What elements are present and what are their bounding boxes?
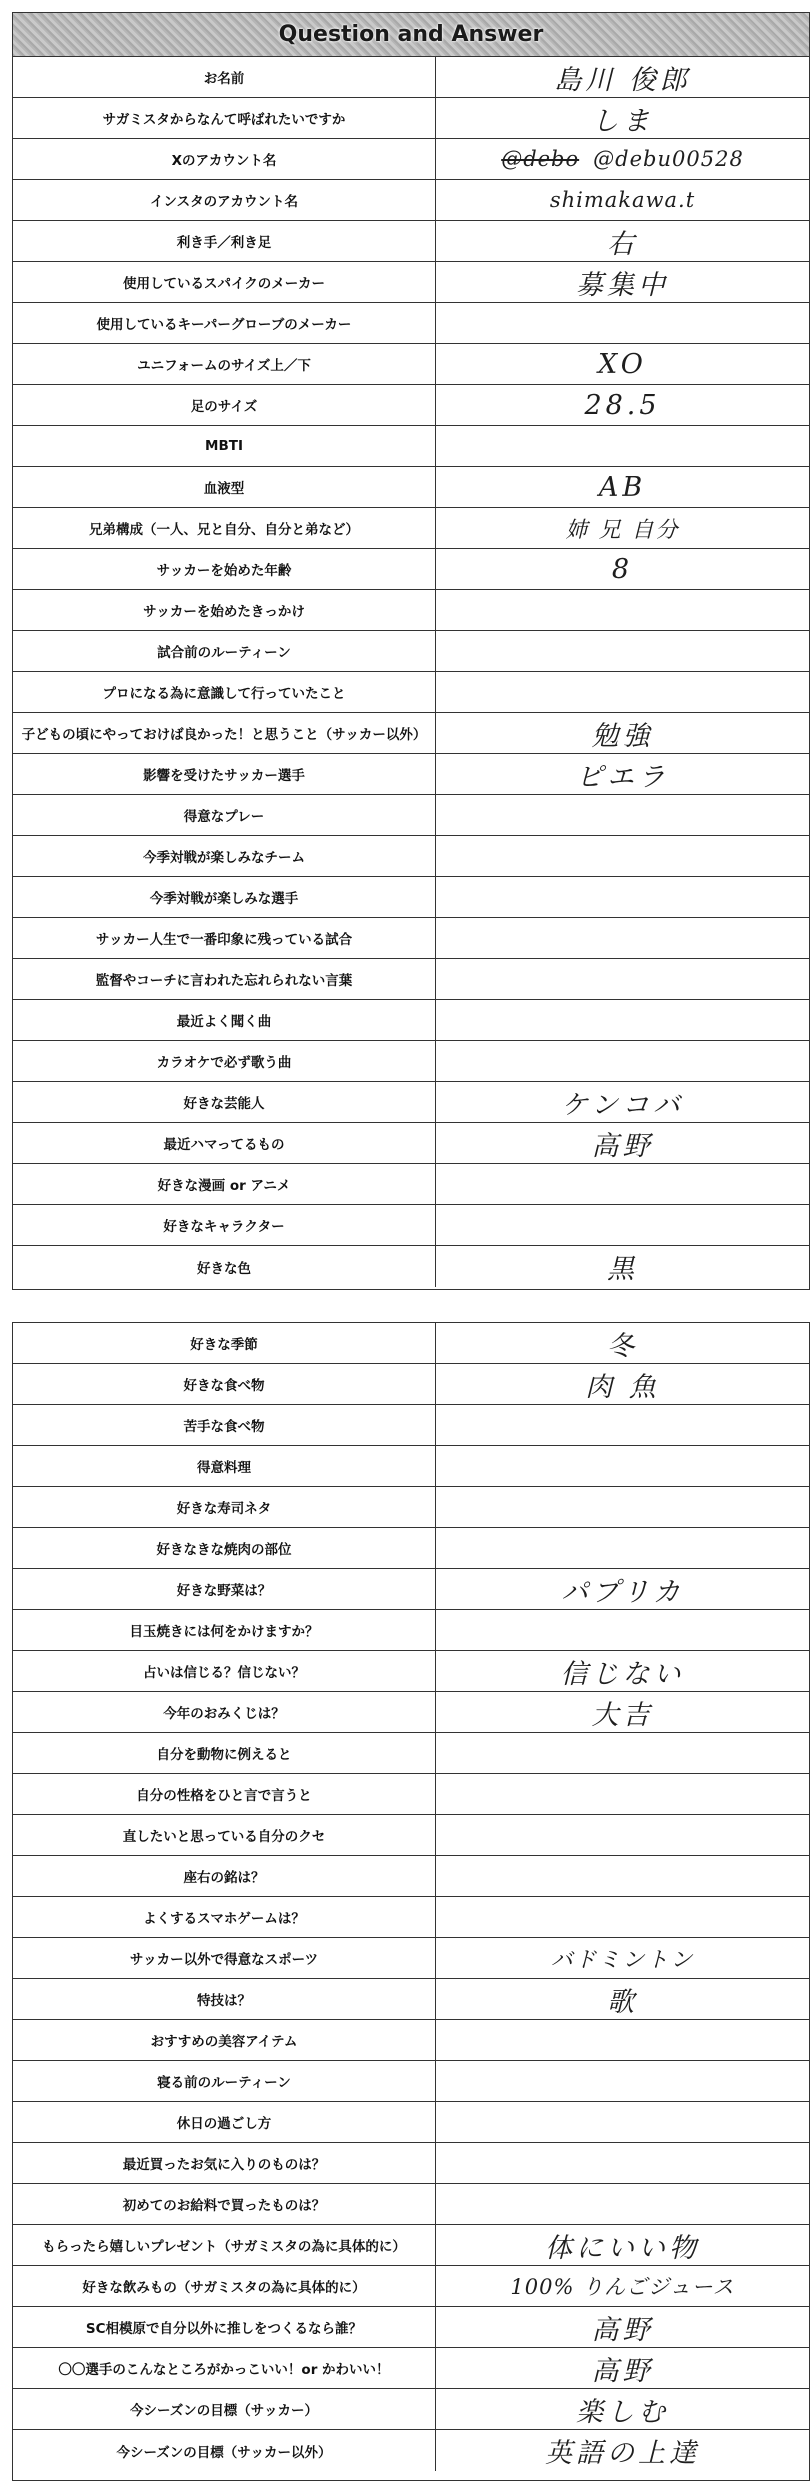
question-cell: インスタのアカウント名	[13, 180, 436, 220]
handwritten-answer: しま	[591, 105, 654, 137]
page-title: Question and Answer	[278, 22, 544, 47]
answer-cell	[436, 1164, 809, 1204]
answer-cell	[436, 1246, 809, 1287]
question-cell: 寝る前のルーティーン	[13, 2061, 436, 2101]
qa-row	[13, 98, 809, 139]
question-cell: 好きなきな焼肉の部位	[13, 1528, 436, 1568]
answer-cell	[436, 98, 809, 138]
answer-cell	[436, 1323, 809, 1363]
qa-row	[13, 549, 809, 590]
qa-row	[13, 180, 809, 221]
answer-cell	[436, 2348, 809, 2388]
qa-row	[13, 590, 809, 631]
answer-cell	[436, 795, 809, 835]
question-cell: Xのアカウント名	[13, 139, 436, 179]
answer-cell	[436, 1205, 809, 1245]
question-cell: 使用しているキーパーグローブのメーカー	[13, 303, 436, 343]
question-cell: 今季対戦が楽しみな選手	[13, 877, 436, 917]
question-cell: 直したいと思っている自分のクセ	[13, 1815, 436, 1855]
answer-cell	[436, 1041, 809, 1081]
handwritten-answer: 勉強	[591, 720, 654, 752]
handwritten-answer: 募集中	[576, 269, 669, 301]
question-cell: 得意料理	[13, 1446, 436, 1486]
qa-row	[13, 2348, 809, 2389]
answer-cell	[436, 836, 809, 876]
answer-cell	[436, 1856, 809, 1896]
answer-cell	[436, 590, 809, 630]
handwritten-answer: バドミントン	[550, 1947, 695, 1973]
question-cell: 好きな野菜は？	[13, 1569, 436, 1609]
qa-row	[13, 1487, 809, 1528]
question-cell: 好きな色	[13, 1246, 436, 1287]
answer-cell	[436, 180, 809, 220]
handwritten-answer: ケンコバ	[561, 1089, 684, 1121]
answer-cell	[436, 1569, 809, 1609]
question-cell: 子どもの頃にやっておけば良かった！と思うこと（サッカー以外）	[13, 713, 436, 753]
handwritten-answer: 黒	[607, 1254, 638, 1285]
question-cell: サガミスタからなんて呼ばれたいですか	[13, 98, 436, 138]
question-cell: 試合前のルーティーン	[13, 631, 436, 671]
handwritten-answer: shimakawa.t	[549, 188, 696, 212]
qa-row	[13, 1323, 809, 1364]
qa-row	[13, 1364, 809, 1405]
qa-row	[13, 426, 809, 467]
answer-cell	[436, 877, 809, 917]
qa-row	[13, 877, 809, 918]
answer-cell	[436, 1651, 809, 1691]
qa-row	[13, 918, 809, 959]
qa-row	[13, 1774, 809, 1815]
answer-cell	[436, 139, 809, 179]
question-cell: 好きな寿司ネタ	[13, 1487, 436, 1527]
question-cell: サッカー以外で得意なスポーツ	[13, 1938, 436, 1978]
answer-cell	[436, 2143, 809, 2183]
handwritten-answer: 高野	[591, 2355, 654, 2387]
question-cell: 好きな季節	[13, 1323, 436, 1363]
qa-row	[13, 672, 809, 713]
qa-row	[13, 631, 809, 672]
qa-row	[13, 1569, 809, 1610]
answer-cell	[436, 262, 809, 302]
qa-row	[13, 2184, 809, 2225]
qa-row	[13, 713, 809, 754]
qa-row	[13, 1405, 809, 1446]
handwritten-answer: AB	[598, 471, 647, 503]
answer-cell	[436, 467, 809, 507]
answer-cell	[436, 426, 809, 466]
qa-row	[13, 2307, 809, 2348]
handwritten-answer: 体にいい物	[545, 2232, 700, 2264]
question-cell: 好きな芸能人	[13, 1082, 436, 1122]
question-cell: もらったら嬉しいプレゼント（サガミスタの為に具体的に）	[13, 2225, 436, 2265]
answer-cell	[436, 221, 809, 261]
answer-cell	[436, 2225, 809, 2265]
answer-cell	[436, 2020, 809, 2060]
question-cell: 自分を動物に例えると	[13, 1733, 436, 1773]
question-cell: 最近よく聞く曲	[13, 1000, 436, 1040]
question-cell: 今年のおみくじは？	[13, 1692, 436, 1732]
qa-row	[13, 1446, 809, 1487]
handwritten-answer: 100% りんごジュース	[510, 2275, 735, 2299]
handwritten-answer: 28.5	[584, 389, 661, 421]
qa-row	[13, 795, 809, 836]
question-cell: 今季対戦が楽しみなチーム	[13, 836, 436, 876]
qa-row	[13, 1815, 809, 1856]
question-cell: 最近ハマってるもの	[13, 1123, 436, 1163]
question-cell: 使用しているスパイクのメーカー	[13, 262, 436, 302]
answer-cell	[436, 631, 809, 671]
answer-cell	[436, 1938, 809, 1978]
question-cell: 目玉焼きには何をかけますか？	[13, 1610, 436, 1650]
answer-cell	[436, 2307, 809, 2347]
answer-cell	[436, 2184, 809, 2224]
qa-row	[13, 1651, 809, 1692]
question-cell: 今シーズンの目標（サッカー）	[13, 2389, 436, 2429]
question-cell: おすすめの美容アイテム	[13, 2020, 436, 2060]
handwritten-answer: 8	[611, 553, 634, 585]
question-cell: 苦手な食べ物	[13, 1405, 436, 1445]
qa-row	[13, 139, 809, 180]
question-cell: 特技は？	[13, 1979, 436, 2019]
qa-row	[13, 1610, 809, 1651]
question-cell: サッカーを始めた年齢	[13, 549, 436, 589]
answer-cell	[436, 1405, 809, 1445]
handwritten-answer: 高野	[591, 1130, 654, 1162]
qa-row	[13, 2266, 809, 2307]
question-cell: 好きな漫画 or アニメ	[13, 1164, 436, 1204]
question-cell: 足のサイズ	[13, 385, 436, 425]
questionnaire-sheet-2	[12, 1322, 810, 2481]
answer-cell	[436, 959, 809, 999]
qa-row	[13, 1897, 809, 1938]
questionnaire-sheet-1	[12, 12, 810, 1290]
question-cell: MBTI	[13, 426, 436, 466]
question-cell: 今シーズンの目標（サッカー以外）	[13, 2430, 436, 2471]
handwritten-answer: 冬	[607, 1330, 638, 1362]
question-cell: 好きな食べ物	[13, 1364, 436, 1404]
qa-row	[13, 344, 809, 385]
answer-cell	[436, 1692, 809, 1732]
answer-cell	[436, 1979, 809, 2019]
handwritten-answer: 島川 俊郎	[554, 64, 691, 96]
answer-cell	[436, 385, 809, 425]
qa-row	[13, 2389, 809, 2430]
qa-row	[13, 221, 809, 262]
handwritten-answer: 信じない	[560, 1658, 685, 1690]
qa-row	[13, 262, 809, 303]
answer-cell	[436, 918, 809, 958]
qa-row	[13, 1938, 809, 1979]
qa-row	[13, 754, 809, 795]
question-cell: 休日の過ごし方	[13, 2102, 436, 2142]
answer-cell	[436, 1774, 809, 1814]
answer-cell	[436, 2266, 809, 2306]
handwritten-answer: 姉 兄 自分	[565, 517, 680, 543]
qa-row	[13, 2061, 809, 2102]
qa-row	[13, 467, 809, 508]
answer-cell	[436, 2102, 809, 2142]
question-cell: 影響を受けたサッカー選手	[13, 754, 436, 794]
question-cell: よくするスマホゲームは？	[13, 1897, 436, 1937]
qa-row	[13, 1733, 809, 1774]
qa-row	[13, 1528, 809, 1569]
question-cell: 好きなキャラクター	[13, 1205, 436, 1245]
handwritten-answer: 大吉	[591, 1699, 654, 1731]
answer-cell	[436, 2430, 809, 2471]
qa-row	[13, 836, 809, 877]
handwritten-answer: @debu00528	[593, 147, 744, 171]
question-cell: カラオケで必ず歌う曲	[13, 1041, 436, 1081]
handwritten-answer: 肉 魚	[585, 1371, 660, 1403]
question-cell: 得意なプレー	[13, 795, 436, 835]
qa-row	[13, 508, 809, 549]
handwritten-answer: ピエラ	[576, 761, 669, 793]
answer-cell	[436, 1123, 809, 1163]
qa-row	[13, 2143, 809, 2184]
qa-row	[13, 1082, 809, 1123]
qa-row	[13, 1205, 809, 1246]
handwritten-answer: 楽しむ	[576, 2396, 669, 2428]
question-cell: 好きな飲みもの（サガミスタの為に具体的に）	[13, 2266, 436, 2306]
answer-cell	[436, 1082, 809, 1122]
answer-cell	[436, 1815, 809, 1855]
question-cell: 初めてのお給料で買ったものは？	[13, 2184, 436, 2224]
question-cell: SC相模原で自分以外に推しをつくるなら誰？	[13, 2307, 436, 2347]
qa-row	[13, 2102, 809, 2143]
question-cell: サッカー人生で一番印象に残っている試合	[13, 918, 436, 958]
qa-row	[13, 2225, 809, 2266]
answer-cell	[436, 2389, 809, 2429]
qa-row	[13, 2020, 809, 2061]
qa-row	[13, 385, 809, 426]
question-cell: プロになる為に意識して行っていたこと	[13, 672, 436, 712]
qa-row	[13, 57, 809, 98]
handwritten-answer: パプリカ	[561, 1576, 684, 1608]
qa-row	[13, 959, 809, 1000]
answer-cell	[436, 1610, 809, 1650]
qa-row	[13, 1000, 809, 1041]
qa-row	[13, 1692, 809, 1733]
answer-cell	[436, 672, 809, 712]
question-cell: ユニフォームのサイズ上／下	[13, 344, 436, 384]
handwritten-answer: XO	[598, 348, 647, 380]
question-cell: 監督やコーチに言われた忘れられない言葉	[13, 959, 436, 999]
qa-row	[13, 1164, 809, 1205]
question-cell: サッカーを始めたきっかけ	[13, 590, 436, 630]
answer-cell	[436, 2061, 809, 2101]
handwritten-answer: 高野	[591, 2314, 654, 2346]
answer-cell	[436, 713, 809, 753]
handwritten-answer: 右	[607, 228, 638, 260]
qa-row	[13, 303, 809, 344]
struck-answer: @debo	[501, 147, 580, 171]
qa-row	[13, 1856, 809, 1897]
qa-row	[13, 1123, 809, 1164]
qa-row	[13, 2430, 809, 2471]
question-cell: 利き手／利き足	[13, 221, 436, 261]
answer-cell	[436, 508, 809, 548]
answer-cell	[436, 344, 809, 384]
qa-table-1	[13, 57, 809, 1287]
question-cell: 最近買ったお気に入りのものは？	[13, 2143, 436, 2183]
answer-cell	[436, 1446, 809, 1486]
qa-table-2	[13, 1323, 809, 2471]
question-cell: 〇〇選手のこんなところがかっこいい！or かわいい！	[13, 2348, 436, 2388]
answer-cell	[436, 1000, 809, 1040]
question-cell: 自分の性格をひと言で言うと	[13, 1774, 436, 1814]
answer-cell	[436, 1897, 809, 1937]
answer-cell	[436, 303, 809, 343]
answer-cell	[436, 1528, 809, 1568]
answer-cell	[436, 754, 809, 794]
answer-cell	[436, 1364, 809, 1404]
handwritten-answer: 歌	[607, 1986, 638, 2018]
title-banner	[13, 13, 809, 57]
answer-cell	[436, 549, 809, 589]
qa-row	[13, 1041, 809, 1082]
qa-row	[13, 1246, 809, 1287]
answer-cell	[436, 1487, 809, 1527]
handwritten-answer: 英語の上達	[545, 2438, 700, 2469]
question-cell: 占いは信じる？信じない？	[13, 1651, 436, 1691]
answer-cell	[436, 1733, 809, 1773]
qa-row	[13, 1979, 809, 2020]
answer-cell	[436, 57, 809, 97]
question-cell: お名前	[13, 57, 436, 97]
question-cell: 兄弟構成（一人、兄と自分、自分と弟など）	[13, 508, 436, 548]
question-cell: 血液型	[13, 467, 436, 507]
question-cell: 座右の銘は？	[13, 1856, 436, 1896]
